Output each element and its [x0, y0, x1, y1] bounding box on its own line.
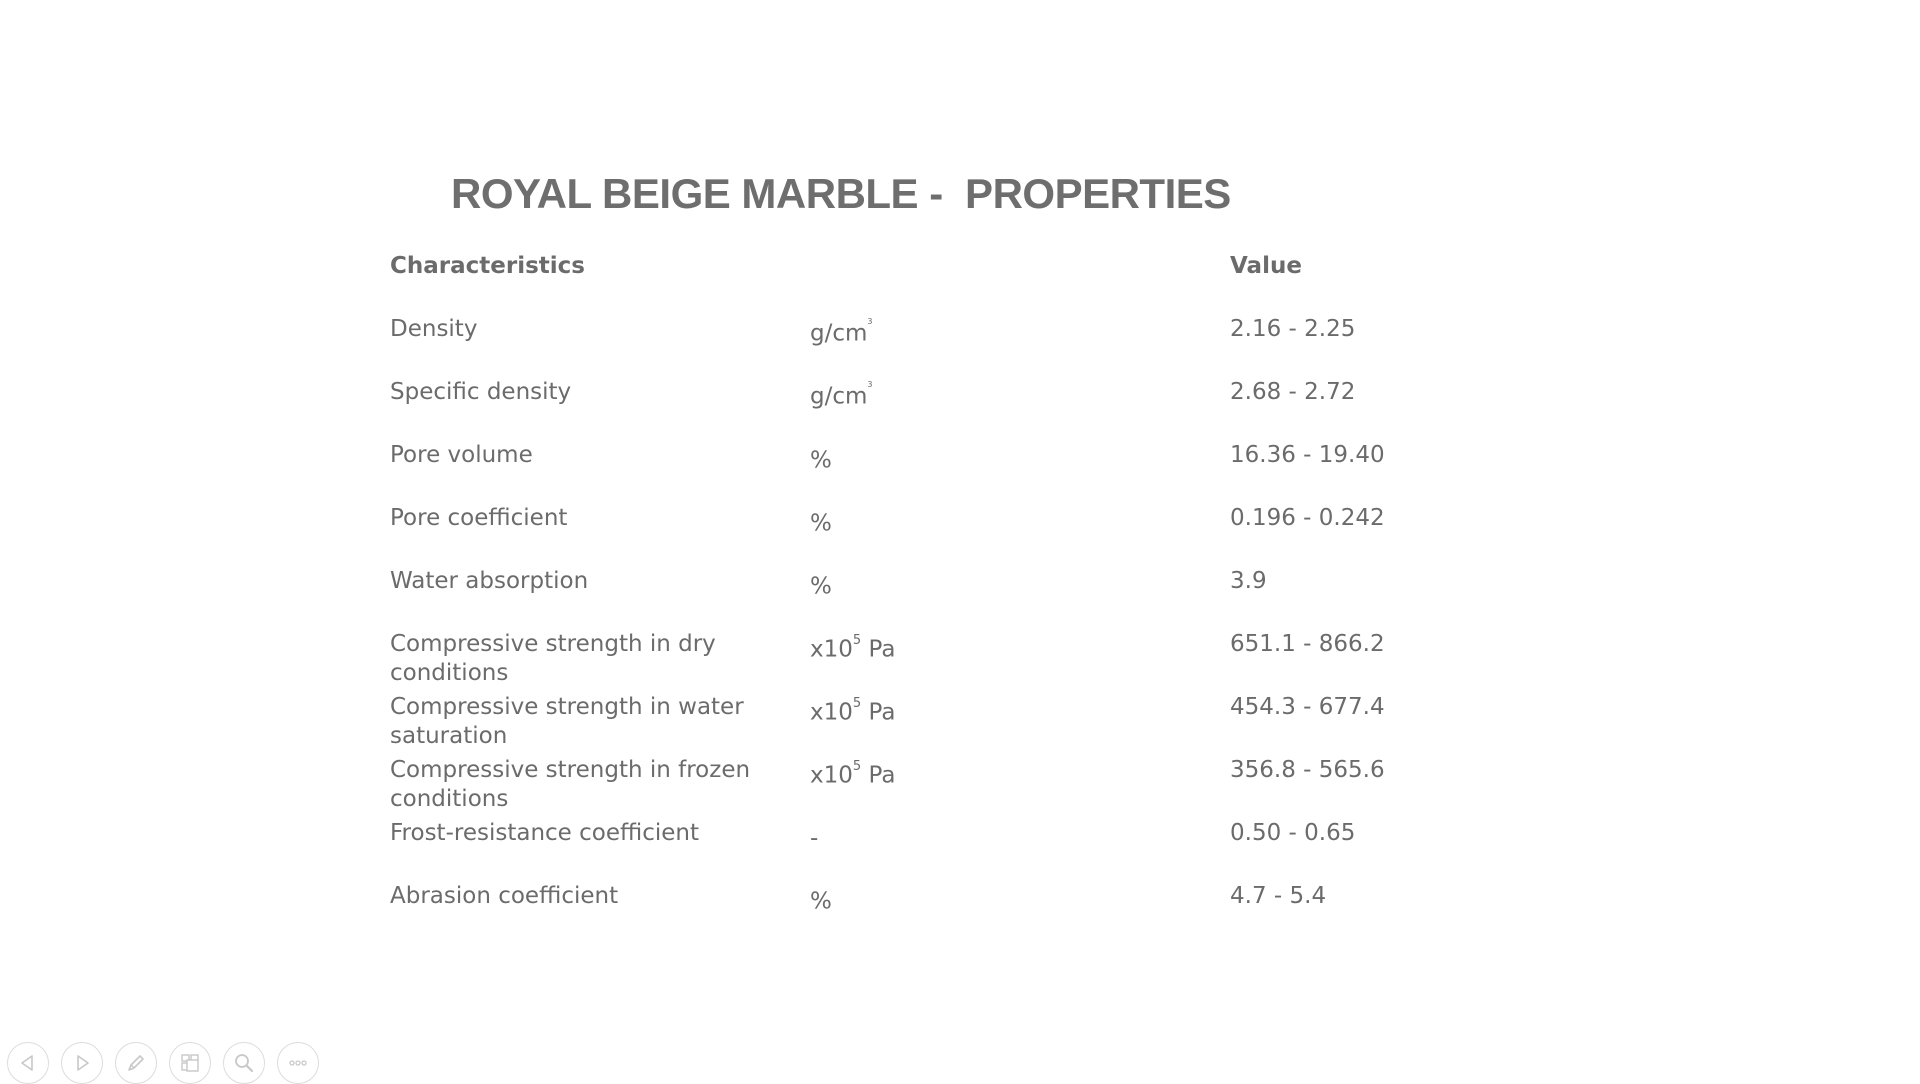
row-value: 651.1 - 866.2 [1230, 631, 1385, 657]
previous-slide-button[interactable] [7, 1042, 49, 1084]
table-header-row [390, 252, 1530, 315]
row-unit: % [810, 447, 832, 474]
table-row [390, 378, 1530, 441]
zoom-icon [232, 1051, 256, 1075]
row-name: Compressive strength in water saturation [390, 694, 744, 749]
pen-button[interactable] [115, 1042, 157, 1084]
more-options-icon [286, 1051, 310, 1075]
slide-sorter-icon [178, 1051, 202, 1075]
row-value: 3.9 [1230, 568, 1267, 594]
zoom-button[interactable] [223, 1042, 265, 1084]
row-name: Abrasion coefficient [390, 883, 619, 909]
row-unit: % [810, 573, 832, 600]
row-unit: % [810, 888, 832, 915]
row-name: Water absorption [390, 568, 589, 594]
next-slide-icon [70, 1051, 94, 1075]
next-slide-button[interactable] [61, 1042, 103, 1084]
slide-title: ROYAL BEIGE MARBLE - PROPERTIES [451, 170, 1231, 217]
table-row [390, 504, 1530, 567]
row-name: Specific density [390, 379, 572, 405]
table-row [390, 630, 1530, 693]
row-unit: $x10^5$ Pa [810, 633, 896, 663]
row-value: 4.7 - 5.4 [1230, 883, 1327, 909]
table-row [390, 882, 1530, 945]
table-row [390, 819, 1530, 882]
row-value: 0.50 - 0.65 [1230, 820, 1356, 846]
row-value: 16.36 - 19.40 [1230, 442, 1385, 468]
row-unit: $x10^5$ Pa [810, 696, 896, 726]
row-name: Compressive strength in dry conditions [390, 631, 716, 686]
more-options-button[interactable] [277, 1042, 319, 1084]
table-row [390, 567, 1530, 630]
table-row [390, 315, 1530, 378]
row-unit: % [810, 510, 832, 537]
row-name: Frost-resistance coefficient [390, 820, 700, 846]
row-name: Density [390, 316, 478, 342]
row-unit: $g/cm^3$ [810, 380, 873, 410]
row-value: 454.3 - 677.4 [1230, 694, 1385, 720]
row-unit: - [810, 825, 819, 852]
row-value: 2.68 - 2.72 [1230, 379, 1356, 405]
slideshow-toolbar [7, 1042, 319, 1084]
row-value: 2.16 - 2.25 [1230, 316, 1356, 342]
table-row [390, 693, 1530, 756]
previous-slide-icon [16, 1051, 40, 1075]
header-characteristics: Characteristics [390, 253, 585, 279]
header-value: Value [1230, 253, 1302, 279]
row-name: Compressive strength in frozen conditions [390, 757, 751, 812]
row-name: Pore coefficient [390, 505, 568, 531]
row-name: Pore volume [390, 442, 533, 468]
row-unit: $x10^5$ Pa [810, 759, 896, 789]
slide-sorter-button[interactable] [169, 1042, 211, 1084]
table-row [390, 441, 1530, 504]
properties-table [390, 252, 1530, 945]
table-row [390, 756, 1530, 819]
row-value: 356.8 - 565.6 [1230, 757, 1385, 783]
row-unit: $g/cm^3$ [810, 317, 873, 347]
pen-icon [124, 1051, 148, 1075]
row-value: 0.196 - 0.242 [1230, 505, 1385, 531]
